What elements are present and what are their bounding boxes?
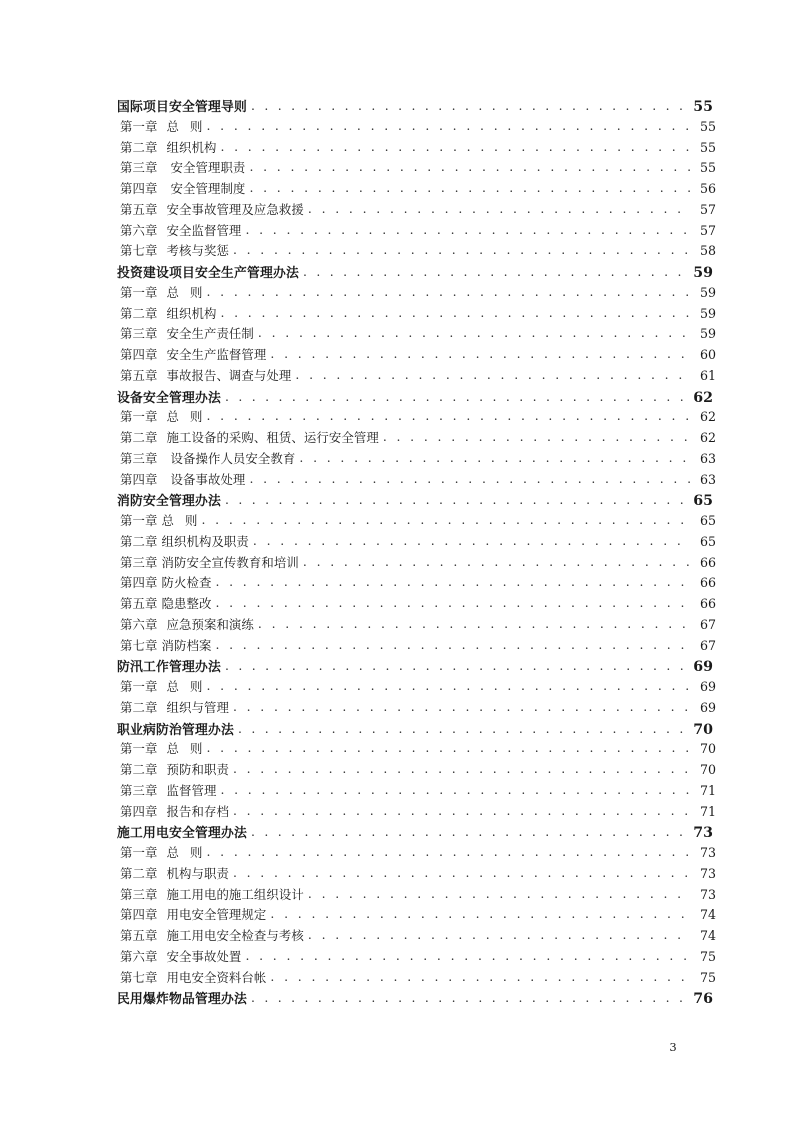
toc-document-heading[interactable] xyxy=(117,656,713,677)
chapter-number: 第一章 xyxy=(120,118,158,134)
toc-document-heading[interactable] xyxy=(117,988,713,1009)
dot-leader xyxy=(225,660,688,672)
toc-entry-label xyxy=(120,781,216,799)
toc-entry-page-number: 75 xyxy=(699,948,716,964)
dot-leader xyxy=(249,161,691,173)
dot-leader xyxy=(308,203,691,215)
toc-entry-page-number: 60 xyxy=(699,347,716,362)
chapter-title: 总 则 xyxy=(161,513,198,528)
toc-entry-label: 防汛工作管理办法 xyxy=(117,660,221,676)
toc-entry-page-number: 70 xyxy=(699,762,716,777)
toc-chapter-entry[interactable] xyxy=(117,905,716,926)
chapter-title: 防火检查 xyxy=(161,575,212,591)
toc-entry-page-number: 66 xyxy=(699,596,716,611)
toc-chapter-entry[interactable] xyxy=(117,760,716,781)
toc-chapter-entry[interactable] xyxy=(117,324,716,345)
chapter-title: 事故报告、调查与处理 xyxy=(166,367,292,383)
dot-leader xyxy=(220,141,691,153)
chapter-title: 组织机构 xyxy=(166,305,217,321)
dot-leader xyxy=(258,618,691,630)
chapter-number: 第六章 xyxy=(120,616,158,632)
toc-document-heading[interactable] xyxy=(117,490,713,511)
chapter-number: 第二章 xyxy=(120,865,158,881)
toc-chapter-entry[interactable] xyxy=(117,158,716,179)
chapter-number: 第七章 xyxy=(120,243,158,259)
chapter-title: 消防档案 xyxy=(161,637,212,653)
toc-chapter-entry[interactable] xyxy=(117,885,716,906)
chapter-title: 机构与职责 xyxy=(166,865,229,881)
chapter-number: 第四章 xyxy=(120,471,158,487)
toc-entry-page-number: 59 xyxy=(699,326,716,342)
toc-entry-label xyxy=(120,428,379,446)
toc-entry-label xyxy=(120,885,304,903)
chapter-number: 第二章 xyxy=(120,430,158,445)
chapter-title: 组织与管理 xyxy=(166,699,229,715)
toc-entry-page-number: 58 xyxy=(699,243,716,259)
toc-chapter-entry[interactable] xyxy=(117,532,716,553)
toc-entry-label xyxy=(120,345,266,363)
chapter-number: 第五章 xyxy=(120,201,158,217)
toc-entry-label: 消防安全管理办法 xyxy=(117,494,221,510)
toc-chapter-entry[interactable] xyxy=(117,283,716,304)
toc-entry-page-number: 59 xyxy=(699,305,716,321)
toc-entry-label xyxy=(120,698,229,716)
dot-leader xyxy=(270,971,691,983)
toc-entry-page-number: 73 xyxy=(699,886,716,902)
chapter-title: 安全监督管理 xyxy=(166,222,242,238)
toc-chapter-entry[interactable] xyxy=(117,407,716,428)
dot-leader xyxy=(233,867,691,879)
dot-leader xyxy=(253,535,691,547)
toc-entry-label xyxy=(120,573,211,591)
toc-entry-page-number: 67 xyxy=(699,637,716,653)
dot-leader xyxy=(220,784,691,796)
dot-leader xyxy=(238,723,688,735)
toc-entry-page-number: 75 xyxy=(699,969,716,985)
chapter-number: 第七章 xyxy=(120,969,158,985)
dot-leader xyxy=(206,120,691,132)
toc-entry-page-number: 55 xyxy=(699,118,716,134)
toc-chapter-entry[interactable] xyxy=(117,926,716,947)
toc-entry-label: 民用爆炸物品管理办法 xyxy=(117,992,247,1008)
toc-entry-label xyxy=(120,947,241,965)
toc-chapter-entry[interactable] xyxy=(117,366,716,387)
toc-chapter-entry[interactable] xyxy=(117,449,716,470)
chapter-number: 第五章 xyxy=(120,928,158,943)
toc-entry-page-number: 59 xyxy=(693,265,713,281)
toc-chapter-entry[interactable] xyxy=(117,594,716,615)
toc-entry-page-number: 61 xyxy=(699,367,716,383)
toc-chapter-entry[interactable] xyxy=(117,117,716,138)
chapter-title: 总 则 xyxy=(166,409,203,425)
chapter-number: 第二章 xyxy=(120,305,158,321)
toc-document-heading[interactable] xyxy=(117,96,713,117)
dot-leader xyxy=(299,452,691,464)
chapter-number: 第四章 xyxy=(120,803,158,819)
toc-chapter-entry[interactable] xyxy=(117,573,716,594)
toc-entry-page-number: 63 xyxy=(699,450,716,466)
toc-entry-page-number: 76 xyxy=(693,991,713,1008)
chapter-title: 组织机构及职责 xyxy=(161,533,249,549)
chapter-title: 安全管理制度 xyxy=(170,181,246,196)
dot-leader xyxy=(295,369,691,381)
toc-chapter-entry[interactable] xyxy=(117,802,716,823)
toc-chapter-entry[interactable] xyxy=(117,843,716,864)
toc-entry-label: 国际项目安全管理导则 xyxy=(117,100,247,115)
toc-entry-page-number: 73 xyxy=(699,865,716,881)
dot-leader xyxy=(233,701,691,713)
chapter-title: 组织机构 xyxy=(166,139,217,155)
dot-leader xyxy=(270,348,691,360)
toc-entry-label xyxy=(120,304,216,322)
chapter-number: 第一章 xyxy=(120,409,158,425)
toc-entry-page-number: 69 xyxy=(699,679,716,694)
toc-entry-label xyxy=(120,366,291,384)
toc-entry-label xyxy=(120,511,197,529)
toc-entry-page-number: 63 xyxy=(699,471,716,487)
toc-entry-label xyxy=(120,615,254,633)
toc-entry-label xyxy=(120,532,249,550)
toc-chapter-entry[interactable] xyxy=(117,179,716,200)
toc-entry-label xyxy=(120,241,229,259)
toc-entry-page-number: 55 xyxy=(693,99,713,115)
toc-entry-page-number: 71 xyxy=(699,803,716,819)
chapter-number: 第六章 xyxy=(120,222,158,238)
dot-leader xyxy=(245,950,691,962)
toc-entry-page-number: 69 xyxy=(699,699,716,715)
dot-leader xyxy=(249,473,691,485)
toc-chapter-entry[interactable] xyxy=(117,221,716,242)
chapter-title: 安全管理职责 xyxy=(170,160,246,176)
dot-leader xyxy=(220,307,691,319)
chapter-number: 第三章 xyxy=(120,160,158,176)
toc-entry-page-number: 59 xyxy=(699,284,716,300)
chapter-title: 总 则 xyxy=(166,679,203,694)
chapter-number: 第二章 xyxy=(120,533,158,549)
toc-entry-page-number: 74 xyxy=(699,907,716,923)
chapter-number: 第七章 xyxy=(120,637,158,653)
toc-entry-label xyxy=(120,677,202,695)
toc-entry-page-number: 55 xyxy=(699,160,716,176)
chapter-title: 安全生产监督管理 xyxy=(166,347,267,362)
toc-entry-label xyxy=(120,905,266,923)
dot-leader xyxy=(251,992,688,1004)
toc-entry-label xyxy=(120,283,202,301)
chapter-number: 第一章 xyxy=(120,845,158,860)
chapter-number: 第三章 xyxy=(120,326,158,342)
chapter-number: 第二章 xyxy=(120,699,158,715)
toc-chapter-entry[interactable] xyxy=(117,241,716,262)
chapter-number: 第五章 xyxy=(120,596,158,611)
dot-leader xyxy=(233,244,691,256)
dot-leader xyxy=(225,494,688,506)
dot-leader xyxy=(251,826,688,838)
toc-chapter-entry[interactable] xyxy=(117,677,716,698)
chapter-number: 第五章 xyxy=(120,367,158,383)
chapter-number: 第四章 xyxy=(120,575,158,591)
dot-leader xyxy=(206,742,691,754)
chapter-number: 第一章 xyxy=(120,284,158,300)
toc-entry-page-number: 62 xyxy=(699,430,716,445)
toc-chapter-entry[interactable] xyxy=(117,345,716,366)
toc-document-heading[interactable] xyxy=(117,262,713,283)
toc-entry-page-number: 55 xyxy=(699,139,716,155)
toc-entry-label xyxy=(120,449,295,467)
chapter-number: 第四章 xyxy=(120,181,158,196)
toc-entry-page-number: 70 xyxy=(693,721,713,738)
chapter-title: 用电安全资料台帐 xyxy=(166,969,267,985)
chapter-title: 用电安全管理规定 xyxy=(166,907,267,923)
toc-entry-label xyxy=(120,324,254,342)
toc-entry-label xyxy=(120,221,241,239)
toc-entry-label xyxy=(120,138,216,156)
chapter-title: 应急预案和演练 xyxy=(166,616,254,632)
toc-chapter-entry[interactable] xyxy=(117,200,716,221)
chapter-number: 第三章 xyxy=(120,782,158,798)
dot-leader xyxy=(215,639,691,651)
chapter-title: 施工用电安全检查与考核 xyxy=(166,928,304,943)
toc-entry-page-number: 65 xyxy=(699,513,716,528)
toc-chapter-entry[interactable] xyxy=(117,698,716,719)
toc-entry-page-number: 73 xyxy=(699,845,716,860)
toc-entry-label xyxy=(120,179,245,197)
chapter-title: 总 则 xyxy=(166,845,203,860)
toc-entry-page-number: 66 xyxy=(699,575,716,591)
chapter-number: 第三章 xyxy=(120,554,158,570)
chapter-title: 报告和存档 xyxy=(166,803,229,819)
toc-chapter-entry[interactable] xyxy=(117,968,716,989)
toc-entry-page-number: 62 xyxy=(699,409,716,425)
toc-chapter-entry[interactable] xyxy=(117,947,716,968)
toc-entry-label xyxy=(120,407,202,425)
dot-leader xyxy=(258,327,691,339)
toc-entry-page-number: 70 xyxy=(699,741,716,757)
dot-leader xyxy=(225,391,688,403)
toc-chapter-entry[interactable] xyxy=(117,470,716,491)
dot-leader xyxy=(206,410,691,422)
chapter-title: 监督管理 xyxy=(166,782,217,798)
toc-entry-page-number: 62 xyxy=(693,389,713,406)
toc-entry-page-number: 57 xyxy=(699,222,716,238)
toc-entry-label xyxy=(120,158,245,176)
toc-entry-label xyxy=(120,594,211,612)
dot-leader xyxy=(233,763,691,775)
chapter-title: 预防和职责 xyxy=(166,762,229,777)
toc-chapter-entry[interactable] xyxy=(117,138,716,159)
chapter-number: 第一章 xyxy=(120,679,158,694)
toc-entry-label: 施工用电安全管理办法 xyxy=(117,826,247,842)
toc-chapter-entry[interactable] xyxy=(117,781,716,802)
toc-entry-label: 设备安全管理办法 xyxy=(117,390,221,406)
toc-entry-page-number: 67 xyxy=(699,616,716,632)
chapter-title: 施工设备的采购、租赁、运行安全管理 xyxy=(166,430,379,445)
dot-leader xyxy=(245,224,691,236)
dot-leader xyxy=(215,597,691,609)
toc-entry-label xyxy=(120,802,229,820)
chapter-title: 设备操作人员安全教育 xyxy=(170,450,296,466)
toc-chapter-entry[interactable] xyxy=(117,636,716,657)
chapter-number: 第三章 xyxy=(120,886,158,902)
toc-entry-list xyxy=(117,96,716,1009)
toc-chapter-entry[interactable] xyxy=(117,739,716,760)
toc-entry-label xyxy=(120,470,245,488)
chapter-number: 第一章 xyxy=(120,513,158,528)
page-number-folio: 3 xyxy=(669,1040,677,1054)
toc-entry-page-number: 66 xyxy=(699,554,716,570)
dot-leader xyxy=(233,805,691,817)
dot-leader xyxy=(201,514,691,526)
toc-document-heading[interactable] xyxy=(117,387,713,408)
toc-entry-label xyxy=(120,926,304,944)
toc-chapter-entry[interactable] xyxy=(117,864,716,885)
toc-entry-label xyxy=(120,117,202,135)
chapter-title: 总 则 xyxy=(166,741,203,757)
chapter-title: 总 则 xyxy=(166,284,203,300)
dot-leader xyxy=(206,846,691,858)
toc-entry-page-number: 65 xyxy=(693,493,713,510)
chapter-number: 第一章 xyxy=(120,741,158,757)
toc-entry-page-number: 57 xyxy=(699,201,716,217)
chapter-title: 总 则 xyxy=(166,118,203,134)
chapter-title: 安全事故处置 xyxy=(166,948,242,964)
toc-entry-page-number: 73 xyxy=(693,825,713,842)
dot-leader xyxy=(251,100,688,112)
toc-entry-page-number: 71 xyxy=(699,782,716,798)
toc-chapter-entry[interactable] xyxy=(117,428,716,449)
chapter-title: 安全事故管理及应急救援 xyxy=(166,201,304,217)
dot-leader xyxy=(308,929,691,941)
chapter-title: 隐患整改 xyxy=(161,596,212,611)
dot-leader xyxy=(308,888,691,900)
chapter-number: 第六章 xyxy=(120,948,158,964)
dot-leader xyxy=(383,431,691,443)
toc-entry-label xyxy=(120,843,202,861)
chapter-title: 设备事故处理 xyxy=(170,471,246,487)
chapter-title: 施工用电的施工组织设计 xyxy=(166,886,304,902)
toc-entry-label xyxy=(120,864,229,882)
toc-entry-label: 职业病防治管理办法 xyxy=(117,722,234,738)
toc-entry-label xyxy=(120,968,266,986)
toc-chapter-entry[interactable] xyxy=(117,511,716,532)
chapter-title: 安全生产责任制 xyxy=(166,326,254,342)
toc-document-heading[interactable] xyxy=(117,719,713,740)
chapter-number: 第二章 xyxy=(120,762,158,777)
toc-entry-label: 投资建设项目安全生产管理办法 xyxy=(117,266,299,281)
toc-entry-label xyxy=(120,636,211,654)
dot-leader xyxy=(249,182,691,194)
toc-chapter-entry[interactable] xyxy=(117,615,716,636)
chapter-title: 消防安全宣传教育和培训 xyxy=(161,554,299,570)
toc-entry-label xyxy=(120,553,299,571)
dot-leader xyxy=(206,286,691,298)
toc-document-heading[interactable] xyxy=(117,822,713,843)
chapter-number: 第四章 xyxy=(120,347,158,362)
dot-leader xyxy=(303,556,691,568)
dot-leader xyxy=(270,908,691,920)
toc-chapter-entry[interactable] xyxy=(117,304,716,325)
toc-entry-page-number: 56 xyxy=(699,181,716,196)
toc-entry-label xyxy=(120,760,229,778)
chapter-number: 第四章 xyxy=(120,907,158,923)
toc-chapter-entry[interactable] xyxy=(117,553,716,574)
chapter-title: 考核与奖惩 xyxy=(166,243,229,259)
toc-entry-page-number: 69 xyxy=(693,659,713,676)
chapter-number: 第三章 xyxy=(120,450,158,466)
toc-entry-label xyxy=(120,739,202,757)
toc-entry-label xyxy=(120,200,304,218)
dot-leader xyxy=(215,576,691,588)
dot-leader xyxy=(206,680,691,692)
toc-entry-page-number: 74 xyxy=(699,928,716,943)
dot-leader xyxy=(303,266,688,278)
toc-entry-page-number: 65 xyxy=(699,533,716,549)
chapter-number: 第二章 xyxy=(120,139,158,155)
